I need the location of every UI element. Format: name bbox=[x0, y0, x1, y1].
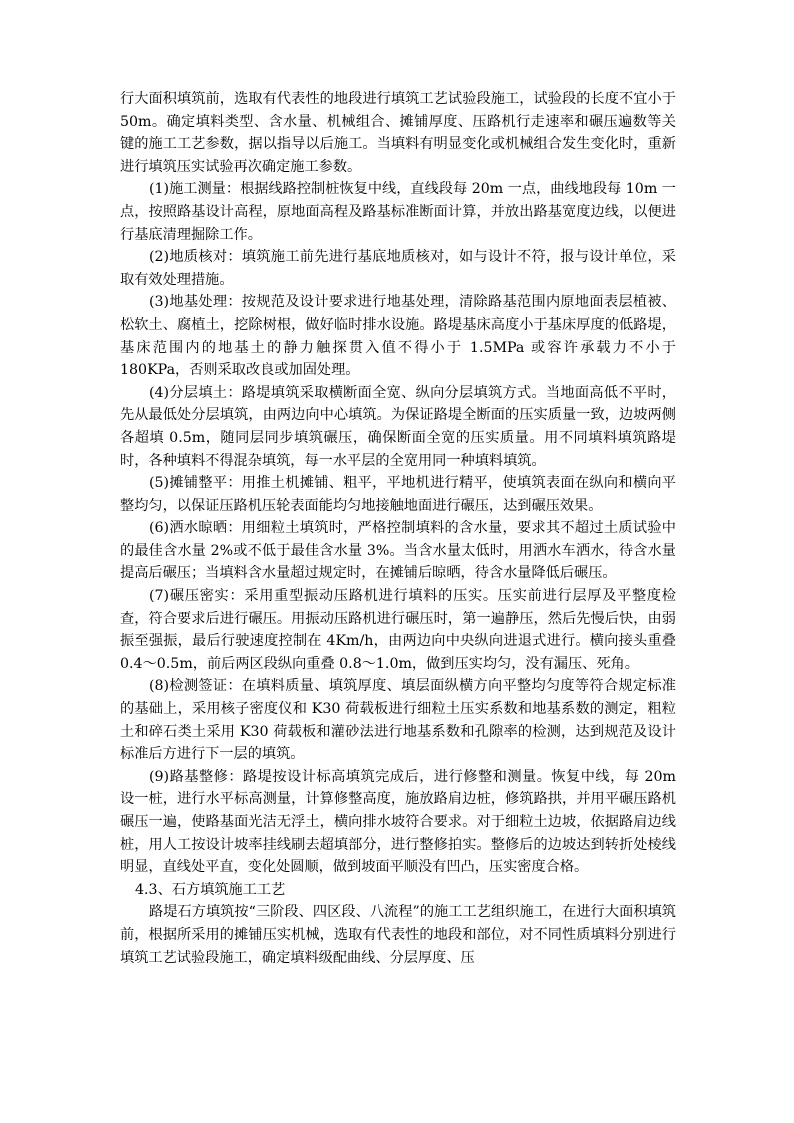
item-geology-check: (2)地质核对：填筑施工前先进行基底地质核对，如与设计不符，报与设计单位，采取有效处理措施。 bbox=[120, 249, 676, 288]
item-foundation-treatment: (3)地基处理：按规范及设计要求进行地基处理，清除路基范围内原地面表层植被、松软土、腐植土，挖除树根，做好临时排水设施。路堤基床高度小于基床厚度的低路堤，基床范围内的地基土的静力触探贯入值不得小于 1.5MPa 或容许承载力不小于 180KPa，否则采取改良或加固处理。 bbox=[120, 294, 676, 379]
section-paragraph: 路堤石方填筑按“三阶段、四区段、八流程”的施工工艺组织施工，在进行大面积填筑前，根据所采用的摊铺压实机械，选取有代表性的地段和部位，对不同性质填料分别进行填筑工艺试验段施工，确定填料级配曲线、分层厚度、压 bbox=[120, 904, 676, 966]
item-inspection: (8)检测签证：在填料质量、填筑厚度、填层面纵横方向平整均匀度等符合规定标准的基础上，采用核子密度仪和 K30 荷载板进行细粒土压实系数和地基系数的测定，粗粒土和碎石类土采用 K30 荷载板和灌砂法进行地基系数和孔隙率的检测，达到规范及设计标准后方进行下一层的填筑。 bbox=[120, 678, 676, 763]
item-construction-survey: (1)施工测量：根据线路控制桩恢复中线，直线段每 20m 一点，曲线地段每 10m 一点，按照路基设计高程，原地面高程及路基标准断面计算，并放出路基宽度边线，以便进行基底清理掘除工作。 bbox=[120, 181, 676, 243]
item-spreading-leveling: (5)摊铺整平：用推土机摊铺、粗平，平地机进行精平，使填筑表面在纵向和横向平整均匀，以保证压路机压轮表面能均匀地接触地面进行碾压，达到碾压效果。 bbox=[120, 475, 676, 514]
intro-paragraph: 行大面积填筑前，选取有代表性的地段进行填筑工艺试验段施工，试验段的长度不宜小于 50m。确定填料类型、含水量、机械组合、摊铺厚度、压路机行走速率和碾压遍数等关键的施工工艺参数，据以指导以后施工。当填料有明显变化或机械组合发生变化时，重新进行填筑压实试验再次确定施工参数。 bbox=[120, 91, 676, 175]
section-heading: 4.3、石方填筑施工工艺 bbox=[135, 881, 286, 898]
item-watering-drying: (6)洒水晾晒：用细粒土填筑时，严格控制填料的含水量，要求其不超过土质试验中的最佳含水量 2%或不低于最佳含水量 3%。当含水量太低时，用洒水车洒水，待含水量提高后碾压；当填料含水量超过规定时，在摊铺后晾晒，待含水量降低后碾压。 bbox=[120, 520, 676, 582]
document-page bbox=[120, 88, 676, 969]
item-layered-filling: (4)分层填土：路堤填筑采取横断面全宽、纵向分层填筑方式。当地面高低不平时，先从最低处分层填筑，由两边向中心填筑。为保证路堤全断面的压实质量一致，边坡两侧各超填 0.5m，随同层同步填筑碾压，确保断面全宽的压实质量。用不同填料填筑路堤时，各种填料不得混杂填筑，每一水平层的全宽用同一种填料填筑。 bbox=[120, 384, 676, 469]
item-subgrade-finishing: (9)路基整修：路堤按设计标高填筑完成后，进行修整和测量。恢复中线，每 20m 设一桩，进行水平标高测量，计算修整高度，施放路肩边桩，修筑路拱，并用平碾压路机碾压一遍，使路基面光洁无浮土，横向排水坡符合要求。对于细粒土边坡，依据路肩边线桩，用人工按设计坡率挂线刷去超填部分，进行整修拍实。整修后的边坡达到转折处棱线明显，直线处平直，变化处圆顺，做到坡面平顺没有凹凸，压实密度合格。 bbox=[120, 768, 676, 876]
item-compaction: (7)碾压密实：采用重型振动压路机进行填料的压实。压实前进行层厚及平整度检查，符合要求后进行碾压。用振动压路机进行碾压时，第一遍静压，然后先慢后快，由弱振至强振，最后行驶速度控制在 4Km/h，由两边向中央纵向进退式进行。横向接头重叠 0.4～0.5m，前后两区段纵向重叠 0.8～1.0m，做到压实均匀，没有漏压、死角。 bbox=[120, 588, 676, 672]
